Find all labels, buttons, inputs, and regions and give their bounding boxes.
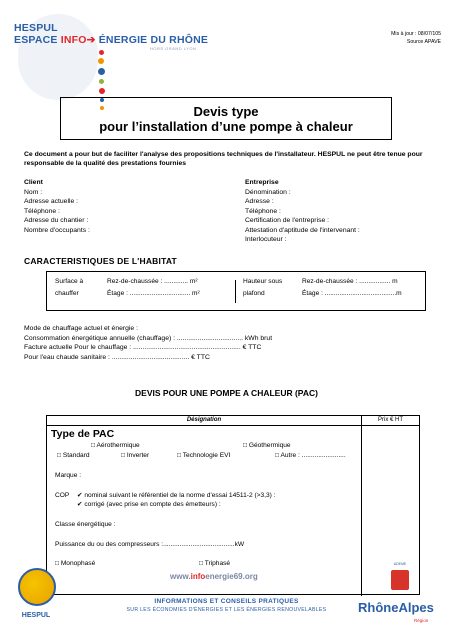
- entreprise-section: [245, 178, 360, 245]
- tri-checkbox[interactable]: □ Triphasé: [199, 560, 231, 567]
- hauteur-etage: Étage : .......................................m: [302, 290, 402, 297]
- title-box: [60, 97, 392, 140]
- page-title: Devis type: [193, 104, 259, 119]
- url-prefix: www.: [170, 572, 191, 581]
- ademe-text: ADEME: [393, 562, 407, 566]
- client-field: Nombre d'occupants :: [24, 226, 90, 234]
- evi-checkbox[interactable]: □ Technologie EVI: [177, 452, 231, 459]
- habitat-heading: CARACTERISTIQUES DE L'HABITAT: [24, 256, 177, 266]
- update-date: Mis à jour : 08/07/105: [391, 31, 441, 37]
- logo-prefix: ESPACE: [14, 34, 61, 46]
- cop-nominal: ✔ nominal suivant le référentiel de la norme d'essai 14511-2 (>3,3) :: [77, 492, 276, 499]
- surface-etage: Étage : ................................. m²: [107, 290, 200, 297]
- entreprise-field: Attestation d'aptitude de l'intervenant :: [245, 226, 360, 234]
- logo-info: INFO: [60, 34, 87, 46]
- hauteur-label-line2: plafond: [243, 290, 265, 297]
- globe-icon: [18, 568, 56, 606]
- cop-corrige: ✔ corrigé (avec prise en compte des émetteurs) :: [77, 501, 221, 508]
- habitat-box: [46, 271, 426, 311]
- column-divider: [361, 416, 362, 596]
- hauteur-values: [302, 276, 402, 300]
- website-link[interactable]: [170, 572, 258, 581]
- divider: [235, 280, 236, 303]
- marque-field: Marque :: [55, 472, 82, 479]
- type-pac-heading: Type de PAC: [51, 428, 115, 440]
- puissance-field: Puissance du ou des compresseurs :.......................................kW: [55, 541, 245, 548]
- document-meta: [391, 30, 441, 46]
- intro-text: Ce document a pour but de faciliter l'analyse des propositions techniques de l'installateur. HESPUL ne peut être tenue pour responsable de la qualité des prestations fournies: [24, 151, 423, 167]
- footer-line1: INFORMATIONS ET CONSEILS PRATIQUES: [154, 598, 299, 605]
- entreprise-heading: Entreprise: [245, 179, 279, 186]
- espace-info-energie-logo: [14, 22, 208, 46]
- entreprise-field: Adresse :: [245, 198, 274, 205]
- entreprise-field: Téléphone :: [245, 207, 281, 215]
- surface-label-line1: Surface à: [55, 278, 84, 285]
- col-prix: Prix € HT: [377, 417, 403, 423]
- logo-line2: [14, 34, 208, 46]
- cop-label: COP: [55, 492, 70, 499]
- arrow-icon: ➔: [86, 34, 96, 46]
- geo-checkbox[interactable]: □ Géothermique: [243, 442, 291, 449]
- surface-rdc: Rez-de-chaussée : ............. m²: [107, 278, 198, 285]
- logo-suffix: ÉNERGIE DU RHÔNE: [95, 34, 209, 46]
- classe-field: Classe énergétique :: [55, 521, 116, 528]
- hauteur-label-line1: Hauteur sous: [243, 278, 283, 285]
- eau-chaude-line: Pour l'eau chaude sanitaire : ......................................... € TTC: [24, 353, 210, 361]
- hespul-text: HESPUL: [21, 612, 51, 619]
- region-label: Région: [414, 618, 429, 623]
- ademe-logo: [385, 562, 415, 596]
- source: Source APAVE: [406, 39, 441, 45]
- hauteur-label: [243, 276, 282, 300]
- entreprise-field: Interlocuteur :: [245, 236, 287, 243]
- facture-line: Facture actuelle Pour le chauffage : ......................................................... € TTC: [24, 344, 262, 351]
- client-section: [24, 178, 90, 235]
- rhone-alpes-logo: RhôneAlpes: [358, 600, 434, 615]
- consommation-line: Consommation énergétique annuelle (chauffage) : ................................... kWh brut: [24, 334, 273, 342]
- url-suffix: energie69.org: [205, 572, 258, 581]
- devis-table: [46, 415, 420, 595]
- surface-label-line2: chauffer: [55, 290, 79, 297]
- devis-heading: DEVIS POUR UNE POMPE A CHALEUR (PAC): [135, 388, 318, 398]
- mode-line: Mode de chauffage actuel et énergie :: [24, 325, 138, 332]
- ademe-badge-icon: [391, 570, 409, 590]
- client-field: Adresse du chantier :: [24, 217, 89, 224]
- autre-checkbox[interactable]: □ Autre : ........................: [275, 452, 346, 459]
- surface-values: [107, 276, 200, 300]
- logo-line1: HESPUL: [14, 22, 58, 34]
- surface-label: [55, 276, 83, 300]
- hespul-logo: [14, 568, 58, 630]
- url-info: info: [190, 572, 206, 581]
- client-field: Téléphone :: [24, 207, 60, 215]
- client-field: Nom :: [24, 188, 43, 196]
- client-field: Adresse actuelle :: [24, 198, 79, 205]
- logo-subtitle: HORS GRAND LYON: [150, 46, 197, 51]
- hauteur-rdc: Rez-de-chaussée : ................. m: [302, 278, 398, 285]
- page-subtitle: pour l’installation d’une pompe à chaleur: [99, 119, 353, 134]
- table-header: [47, 416, 419, 426]
- footer-line2: SUR LES ÉCONOMIES D'ÉNERGIES ET LES ÉNERGIES RENOUVELABLES: [126, 607, 327, 613]
- entreprise-field: Dénomination :: [245, 188, 291, 196]
- aero-checkbox[interactable]: □ Aérothermique: [91, 442, 140, 449]
- entreprise-field: Certification de l'entreprise :: [245, 217, 330, 224]
- col-designation: Désignation: [186, 417, 222, 423]
- inverter-checkbox[interactable]: □ Inverter: [121, 452, 150, 459]
- client-heading: Client: [24, 179, 43, 186]
- mono-checkbox[interactable]: □ Monophasé: [55, 560, 96, 567]
- standard-checkbox[interactable]: □ Standard: [57, 452, 90, 459]
- mode-chauffage: [24, 324, 272, 362]
